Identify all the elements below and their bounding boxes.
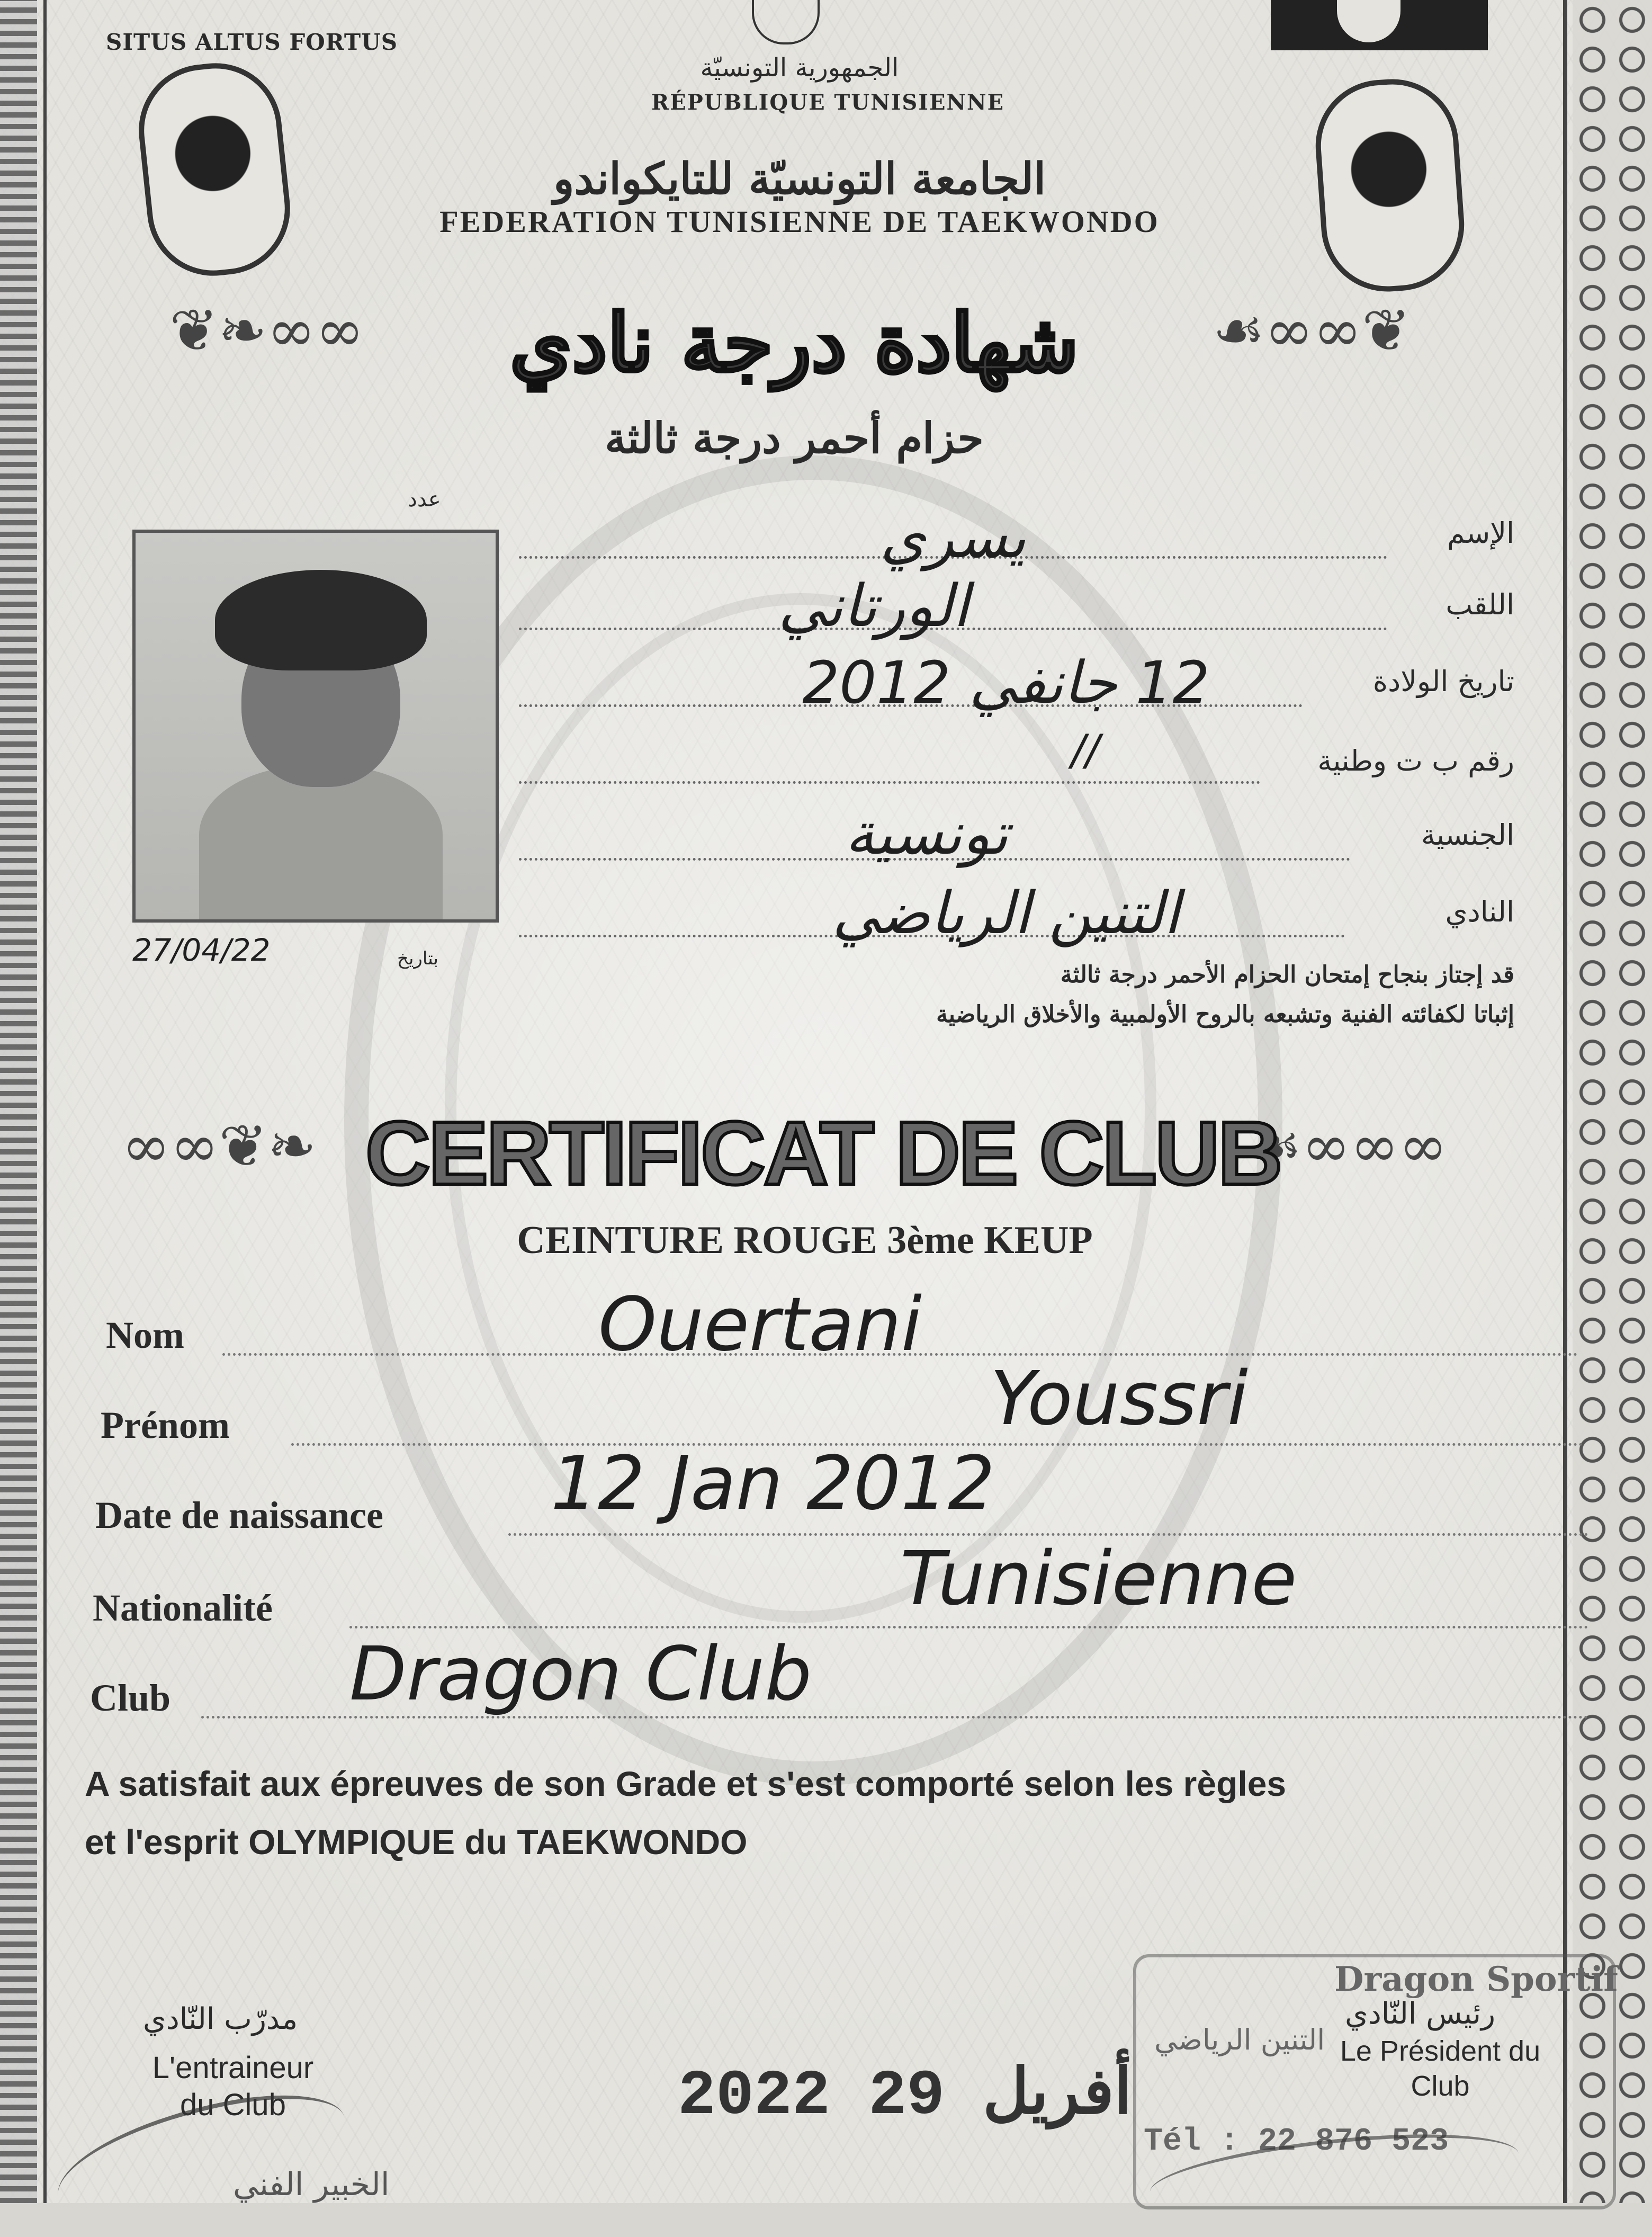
left-ornamental-border <box>0 0 37 2203</box>
ornament-scroll-icon: ❦❧∞∞ <box>169 297 364 364</box>
ar-field-value-surname: الورتاني <box>778 572 969 640</box>
stamp-club-name-arabic: التنين الرياضي <box>1154 2023 1325 2056</box>
ar-field-label-birthdate: تاريخ الولادة <box>1372 665 1514 698</box>
french-certificate-title: CERTIFICAT DE CLUB <box>365 1103 1281 1204</box>
ar-field-value-birthdate: 12 جانفي 2012 <box>802 649 1210 717</box>
trainer-label-arabic: مدرّب النّادي <box>143 2002 298 2036</box>
fr-field-value-date-naissance: 12 Jan 2012 <box>551 1440 995 1527</box>
republic-french: RÉPUBLIQUE TUNISIENNE <box>651 90 1005 115</box>
fr-field-label-prenom: Prénom <box>101 1404 230 1446</box>
ar-field-value-club: التنين الرياضي <box>832 879 1180 947</box>
fr-field-label-nom: Nom <box>106 1314 184 1356</box>
fr-field-value-nationalite: Tunisienne <box>900 1536 1297 1622</box>
ornament-scroll-icon: ∞∞❦❧ <box>122 1112 317 1180</box>
fr-field-value-prenom: Youssri <box>990 1356 1248 1442</box>
president-label-french: Le Président du Club <box>1340 2035 1541 2102</box>
ar-field-line <box>519 781 1260 784</box>
french-belt-grade: CEINTURE ROUGE 3ème KEUP <box>517 1219 1093 1262</box>
republic-arabic: الجمهورية التونسيّة <box>700 53 899 83</box>
fr-field-line <box>349 1626 1588 1628</box>
right-ornamental-border <box>1573 0 1652 2203</box>
student-photo <box>132 530 499 923</box>
ar-field-value-nationality: تونسية <box>845 800 1009 867</box>
ar-field-label-surname: اللقب <box>1446 588 1514 621</box>
date-stamp: 2022 أفريل 29 <box>678 2061 1132 2133</box>
ar-field-label-nationality: الجنسية <box>1421 818 1514 852</box>
fr-field-value-club: Dragon Club <box>349 1631 812 1717</box>
photo-hat-shape <box>215 570 427 670</box>
stamp-telephone: Tél : 22 876 523 <box>1144 2124 1449 2160</box>
right-border-line <box>1563 0 1567 2203</box>
number-label: عدد <box>408 487 441 512</box>
arabic-certificate-title: شهادة درجة نادي <box>509 297 1079 390</box>
photo-body-shape <box>199 766 443 919</box>
arabic-paragraph-line2: إثباتا لكفائته الفنية وتشبعه بالروح الأولمبية والأخلاق الرياضية <box>936 1001 1514 1028</box>
federation-logo-right-icon <box>1311 75 1468 296</box>
president-label-arabic: رئيس النّادي <box>1345 1997 1496 2031</box>
fr-field-label-date-naissance: Date de naissance <box>95 1494 383 1536</box>
ar-field-label-club: النادي <box>1445 895 1514 928</box>
photo-date-label: بتاريخ <box>397 948 438 969</box>
fr-field-label-nationalite: Nationalité <box>93 1587 273 1629</box>
federation-name-arabic: الجامعة التونسيّة للتايكواندو <box>553 154 1046 204</box>
arabic-belt-grade: حزام أحمر درجة ثالثة <box>605 413 984 463</box>
ar-field-value-id-number: // <box>1071 726 1100 775</box>
stamp-club-name: Dragon Sportif <box>1334 1959 1618 1999</box>
trainer-label-french: L'entraineur du Club <box>152 2051 314 2122</box>
statement-line2: et l'esprit OLYMPIQUE du TAEKWONDO <box>85 1822 748 1862</box>
ar-field-label-id-number: رقم ب ت وطنية <box>1317 744 1514 777</box>
photo-date: 27/04/22 <box>132 932 271 968</box>
expert-label-arabic: الخبير الفني <box>233 2166 390 2203</box>
motto: SITUS ALTUS FORTUS <box>106 29 398 55</box>
ar-field-value-name: يسري <box>880 503 1026 571</box>
ornament-scroll-icon: ☙∞∞∞ <box>1250 1112 1448 1180</box>
fr-field-label-club: Club <box>90 1677 171 1719</box>
federation-name-french: FEDERATION TUNISIENNE DE TAEKWONDO <box>439 204 1160 239</box>
ar-field-label-name: الإسم <box>1447 516 1514 550</box>
arabic-paragraph-line1: قد إجتاز بنجاح إمتحان الحزام الأحمر درجة ثالثة <box>1060 961 1514 988</box>
statement-line1: A satisfait aux épreuves de son Grade et s'est comporté selon les règles <box>85 1764 1287 1803</box>
fr-field-value-nom: Ouertani <box>598 1282 922 1368</box>
left-border-line <box>43 0 47 2203</box>
ornament-scroll-icon: ☙∞∞❦ <box>1213 297 1411 364</box>
